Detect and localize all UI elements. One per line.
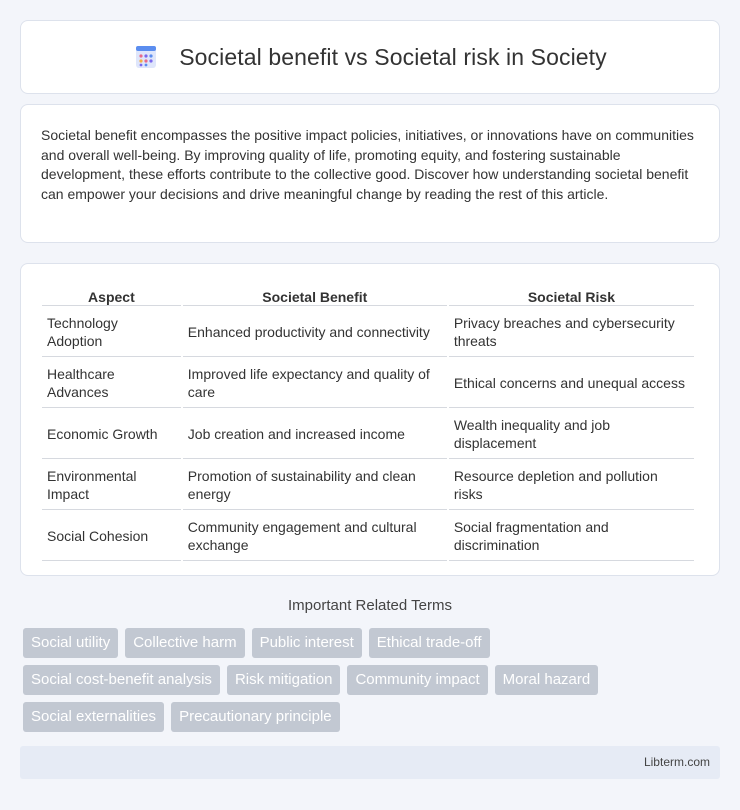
intro-card: [20, 104, 720, 243]
table-cell-risk: Ethical concerns and unequal access: [449, 359, 694, 408]
table-row: [42, 308, 694, 357]
table-header-row: [42, 284, 694, 306]
table-cell-aspect: Social Cohesion: [42, 512, 181, 561]
comparison-table-card: [20, 263, 720, 576]
tag-public-interest[interactable]: Public interest: [252, 628, 362, 658]
table-cell-benefit: Community engagement and cultural exchange: [183, 512, 447, 561]
tag-risk-mitigation[interactable]: Risk mitigation: [227, 665, 341, 695]
table-cell-benefit: Promotion of sustainability and clean energy: [183, 461, 447, 510]
tag-precautionary-principle[interactable]: Precautionary principle: [171, 702, 340, 732]
page-title: Societal benefit vs Societal risk in Society: [179, 43, 607, 70]
comparison-table: [40, 282, 696, 563]
related-terms-title: Important Related Terms: [288, 597, 452, 614]
table-cell-risk: Privacy breaches and cybersecurity threats: [449, 308, 694, 357]
tag-collective-harm[interactable]: Collective harm: [125, 628, 244, 658]
header-card: [20, 20, 720, 94]
table-cell-risk: Resource depletion and pollution risks: [449, 461, 694, 510]
table-row: [42, 410, 694, 459]
table-cell-benefit: Job creation and increased income: [183, 410, 447, 459]
related-terms-list: [23, 628, 723, 739]
tag-moral-hazard[interactable]: Moral hazard: [495, 665, 599, 695]
tag-row: [23, 665, 723, 695]
tag-community-impact[interactable]: Community impact: [347, 665, 487, 695]
tag-ethical-trade-off[interactable]: Ethical trade-off: [369, 628, 490, 658]
table-row: [42, 461, 694, 510]
intro-text: Societal benefit encompasses the positive impact policies, initiatives, or innovations have on communities and overall well-being. By improving quality of life, promoting equity, and fostering sustainable development, these efforts contribute to the collective good. Discover how understanding societal benefit can empower your decisions and drive meaningful change by reading the rest of this article.: [41, 127, 694, 202]
column-header-benefit: Societal Benefit: [183, 284, 447, 306]
table-cell-risk: Social fragmentation and discrimination: [449, 512, 694, 561]
tag-social-cost-benefit-analysis[interactable]: Social cost-benefit analysis: [23, 665, 220, 695]
table-row: [42, 512, 694, 561]
tag-row: [23, 702, 723, 732]
table-row: [42, 359, 694, 408]
table-cell-risk: Wealth inequality and job displacement: [449, 410, 694, 459]
table-cell-aspect: Healthcare Advances: [42, 359, 181, 408]
table-cell-aspect: Environmental Impact: [42, 461, 181, 510]
column-header-aspect: Aspect: [42, 284, 181, 306]
table-cell-aspect: Technology Adoption: [42, 308, 181, 357]
column-header-risk: Societal Risk: [449, 284, 694, 306]
table-cell-benefit: Enhanced productivity and connectivity: [183, 308, 447, 357]
footer-site-link[interactable]: Libterm.com: [643, 755, 710, 769]
tag-social-externalities[interactable]: Social externalities: [23, 702, 164, 732]
table-cell-benefit: Improved life expectancy and quality of care: [183, 359, 447, 408]
document-grid-icon: [133, 44, 159, 70]
table-cell-aspect: Economic Growth: [42, 410, 181, 459]
tag-social-utility[interactable]: Social utility: [23, 628, 118, 658]
footer: [20, 746, 720, 779]
tag-row: [23, 628, 723, 658]
